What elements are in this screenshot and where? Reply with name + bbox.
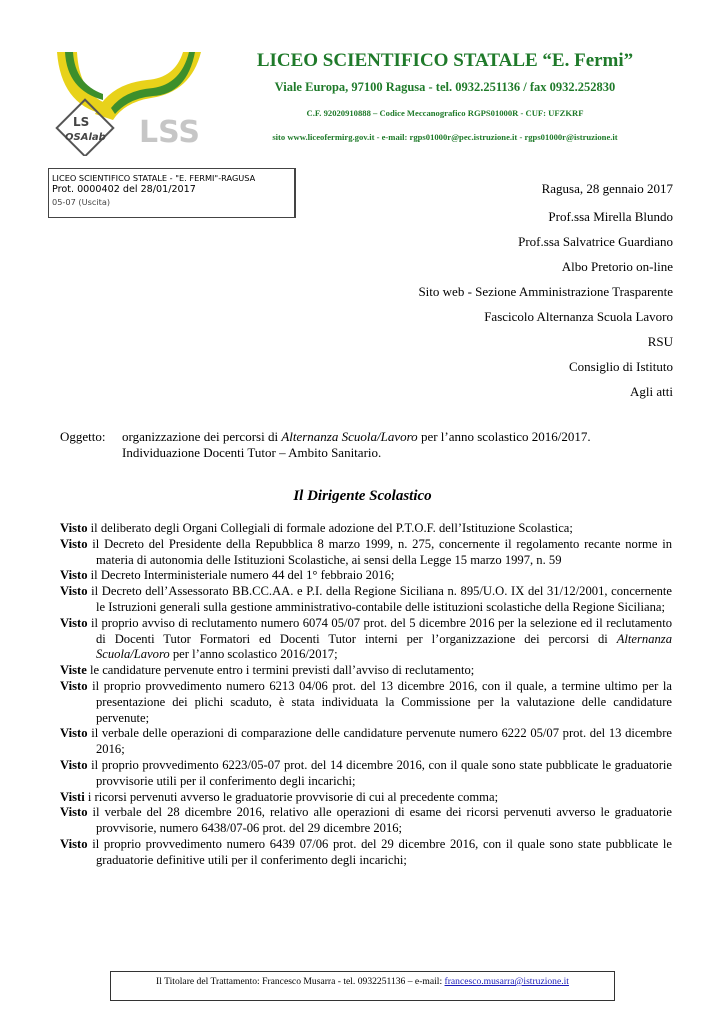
school-website[interactable]: sito www.liceofermirg.gov.it - e-mail: rgps01000r@pec.istruzione.it - rgps01000r@istruzione.it (272, 132, 618, 142)
recipient: Sito web - Sezione Amministrazione Trasparente (418, 284, 673, 299)
svg-text:OSAlab: OSAlab (65, 132, 106, 143)
protocol-classification: 05-07 (Uscita) (52, 197, 111, 207)
subject-text-post: per l’anno scolastico 2016/2017. (417, 429, 591, 444)
body-text (60, 521, 672, 869)
recipient: RSU (647, 334, 673, 349)
section-heading: Il Dirigente Scolastico (293, 488, 432, 504)
footer-text: Il Titolare del Trattamento: Francesco Musarra - tel. 0932251136 – e-mail: (156, 976, 445, 987)
school-address: Viale Europa, 97100 Ragusa - tel. 0932.251136 / fax 0932.252830 (274, 80, 616, 94)
recipient: Consiglio di Istituto (568, 359, 673, 374)
recipient: Prof.ssa Salvatrice Guardiano (518, 234, 673, 249)
subject-text-pre: organizzazione dei percorsi di (122, 429, 282, 444)
school-logo (55, 44, 205, 156)
paragraph: Visto il proprio avviso di reclutamento numero 6074 05/07 prot. del 5 dicembre 2016 per la selezione ed il reclutamento di Docenti Tutor Formatori ed Docenti Tutor interni per l’organizzazione dei percorsi di Alternanza Scuola/Lavoro per l’anno scolastico 2016/2017; (60, 615, 672, 662)
paragraph: Viste le candidature pervenute entro i termini previsti dall’avviso di reclutamento; (60, 663, 475, 678)
paragraph: Visto il proprio provvedimento numero 6439 07/06 prot. del 29 dicembre 2016, con il quale sono state pubblicate le graduatorie definitive utili per il conferimento degli incarichi; (60, 836, 672, 867)
paragraph: Visto il Decreto del Presidente della Repubblica 8 marzo 1999, n. 275, concernente il regolamento recante norme in materia di autonomia delle Istituzioni Scolastiche, ai sensi della Legge 15 marzo 1997, n. 59 (60, 536, 672, 567)
school-name: LICEO SCIENTIFICO STATALE “E. Fermi” (256, 50, 634, 71)
protocol-stamp (48, 168, 296, 218)
paragraph: Visto il verbale delle operazioni di comparazione delle candidature pervenute numero 6222 05/07 prot. del 13 dicembre 2016; (60, 726, 672, 757)
svg-text:LSS: LSS (139, 115, 200, 150)
paragraph: Visto il deliberato degli Organi Collegiali di formale adozione del P.T.O.F. dell’Istituzione Scolastica; (60, 521, 573, 535)
subject-text-italic: Alternanza Scuola/Lavoro (281, 429, 418, 444)
recipient: Fascicolo Alternanza Scuola Lavoro (484, 309, 673, 324)
protocol-line-1: LICEO SCIENTIFICO STATALE - "E. FERMI"-RAGUSA (52, 173, 256, 183)
school-codes: C.F. 92020910888 – Codice Meccanografico RGPS01000R - CUF: UFZKRF (306, 108, 584, 118)
recipient: Prof.ssa Mirella Blundo (548, 209, 673, 224)
recipients-list (418, 204, 673, 404)
svg-text:LS: LS (73, 115, 90, 129)
subject-label: Oggetto: (60, 429, 106, 444)
place-date: Ragusa, 28 gennaio 2017 (541, 181, 673, 196)
footer (110, 971, 615, 1001)
recipient: Agli atti (630, 384, 673, 399)
paragraph: Visto il proprio provvedimento 6223/05-07 prot. del 14 dicembre 2016, con il quale sono state pubblicate le graduatorie provvisorie utili per il conferimento degli incarichi; (60, 757, 672, 788)
paragraph: Visto il Decreto Interministeriale numero 44 del 1° febbraio 2016; (60, 568, 395, 583)
paragraph: Visto il proprio provvedimento numero 6213 04/06 prot. del 13 dicembre 2016, con il quale, a termine ultimo per la presentazione dei plichi scaduto, è stata individuata la Commissione per la valutazione delle candidature pervenute; (60, 678, 672, 725)
protocol-number: Prot. 0000402 del 28/01/2017 (52, 184, 196, 195)
paragraph: Visto il Decreto dell’Assessorato BB.CC.AA. e P.I. della Regione Siciliana n. 895/U.O. IX del 31/12/2001, concernente le Istruzioni generali sulla gestione amministrativo-contabile delle istituzioni scolastiche della Regione Siciliana; (60, 584, 672, 614)
paragraph: Visto il verbale del 28 dicembre 2016, relativo alle operazioni di esame dei ricorsi pervenuti avverso le graduatorie provvisorie, numero 6438/07-06 prot. del 29 dicembre 2016; (60, 805, 672, 836)
subject-line-2: Individuazione Docenti Tutor – Ambito Sanitario. (122, 444, 382, 460)
footer-email-link[interactable]: francesco.musarra@istruzione.it (444, 976, 569, 987)
subject-block (60, 429, 675, 460)
recipient: Albo Pretorio on-line (561, 259, 673, 274)
paragraph: Visti i ricorsi pervenuti avverso le graduatorie provvisorie di cui al precedente comma; (60, 789, 499, 804)
